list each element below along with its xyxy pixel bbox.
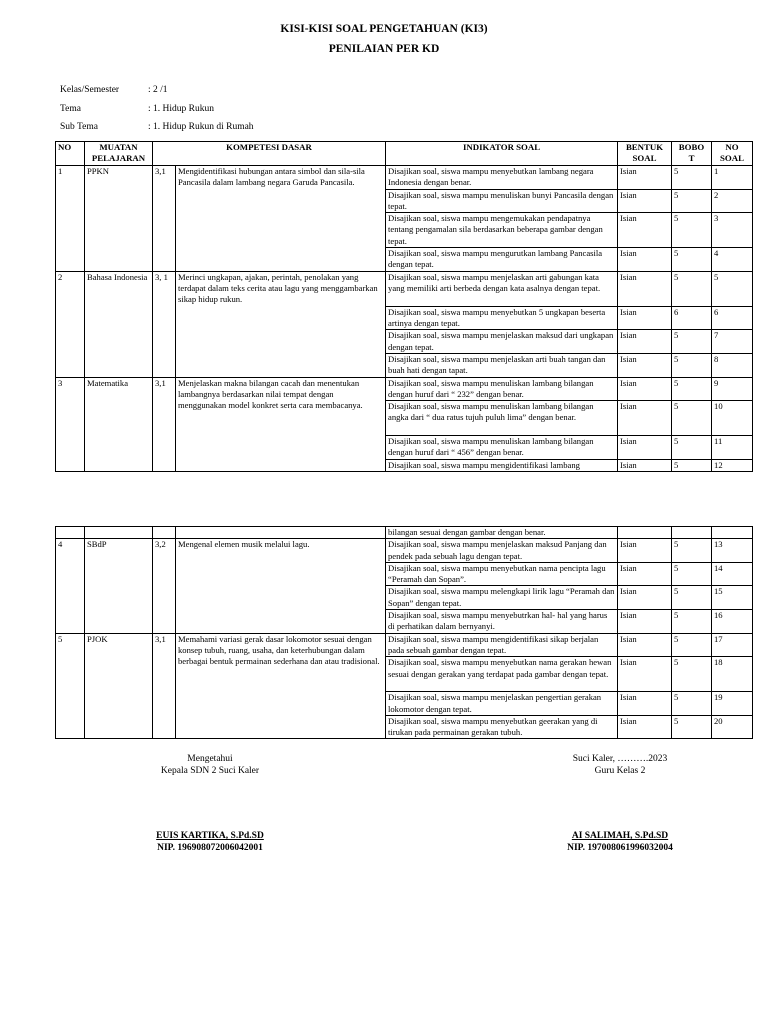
no-soal: 5 — [712, 271, 753, 306]
no-soal: 6 — [712, 306, 753, 330]
indikator-soal: Disajikan soal, siswa mampu menyebutkan nama gerakan hewan sesuai dengan gerakan yang terdapat pada gambar dengan tepat. — [386, 657, 618, 692]
no-soal: 4 — [712, 248, 753, 272]
indikator-soal: Disajikan soal, siswa mampu menuliskan lambang bilangan dengan huruf dari “ 456” dengan benar. — [386, 436, 618, 460]
bobot: 5 — [672, 562, 712, 586]
indikator-soal: Disajikan soal, siswa mampu mengurutkan lambang Pancasila dengan tepat. — [386, 248, 618, 272]
indikator-continuation: bilangan sesuai dengan gambar dengan benar. — [386, 527, 618, 539]
indikator-soal: Disajikan soal, siswa mampu melengkapi lirik lagu “Peramah dan Sopan” dengan tepat. — [386, 586, 618, 610]
muatan-pelajaran: Bahasa Indonesia — [85, 271, 153, 377]
bobot: 5 — [672, 248, 712, 272]
indikator-soal: Disajikan soal, siswa mampu menjelaskan pengertian gerakan lokomotor dengan tepat. — [386, 692, 618, 716]
bobot: 5 — [672, 539, 712, 563]
no-soal: 3 — [712, 213, 753, 248]
sig-left-line2: Kepala SDN 2 Suci Kaler — [160, 766, 260, 776]
indikator-soal: Disajikan soal, siswa mampu menyebutkan lambang negara Indonesia dengan benar. — [386, 166, 618, 190]
header-no-soal: NO SOAL — [712, 142, 753, 166]
no-soal: 8 — [712, 353, 753, 377]
indikator-soal: Disajikan soal, siswa mampu menuliskan bunyi Pancasila dengan tepat. — [386, 189, 618, 213]
indikator-soal: Disajikan soal, siswa mampu menyebutkan nama pencipta lagu “Peramah dan Sopan”. — [386, 562, 618, 586]
bentuk-soal: Isian — [618, 189, 672, 213]
row-number: 4 — [56, 539, 85, 633]
kompetensi-dasar: Merinci ungkapan, ajakan, perintah, penolakan yang terdapat dalam teks cerita atau lagu yang menggambarkan sikap hidup rukun. — [176, 271, 386, 377]
header-bentuk: BENTUK SOAL — [618, 142, 672, 166]
bentuk-soal: Isian — [618, 657, 672, 692]
kisi-kisi-table-part-2 — [55, 526, 753, 739]
cell-empty — [176, 527, 386, 539]
indikator-soal: Disajikan soal, siswa mampu menjelaskan arti gabungan kata yang memiliki arti berbeda dengan kata asalnya dengan tepat. — [386, 271, 618, 306]
row-number: 1 — [56, 166, 85, 272]
meta-kelas — [60, 85, 168, 95]
bobot: 5 — [672, 657, 712, 692]
table-row — [56, 377, 753, 401]
cell-empty — [56, 527, 85, 539]
bobot: 5 — [672, 610, 712, 634]
document-title: KISI-KISI SOAL PENGETAHUAN (KI3) — [280, 23, 488, 35]
bobot: 5 — [672, 330, 712, 354]
kd-number: 3,1 — [153, 633, 176, 739]
muatan-pelajaran: SBdP — [85, 539, 153, 633]
bentuk-soal: Isian — [618, 248, 672, 272]
bentuk-soal: Isian — [618, 715, 672, 739]
bobot: 5 — [672, 271, 712, 306]
indikator-soal: Disajikan soal, siswa mampu menjelaskan arti buah tangan dan buah hati dengan tapat. — [386, 353, 618, 377]
bobot: 5 — [672, 189, 712, 213]
sig-left-name: EUIS KARTIKA, S.Pd.SD — [156, 831, 264, 841]
kompetensi-dasar: Memahami variasi gerak dasar lokomotor sesuai dengan konsep tubuh, ruang, usaha, dan keterhubungan dalam berbagai bentuk permainan sederhana dan atau tradisional. — [176, 633, 386, 739]
kd-number: 3,1 — [153, 166, 176, 272]
bentuk-soal: Isian — [618, 330, 672, 354]
no-soal: 2 — [712, 189, 753, 213]
continuation-row — [56, 527, 753, 539]
kompetensi-dasar: Menjelaskan makna bilangan cacah dan menentukan lambangnya berdasarkan nilai tempat dengan menggunakan model konkret serta cara membacanya. — [176, 377, 386, 471]
sig-left-line1: Mengetahui — [187, 754, 233, 764]
no-soal: 20 — [712, 715, 753, 739]
bobot: 5 — [672, 436, 712, 460]
bentuk-soal: Isian — [618, 633, 672, 657]
meta-value: : 1. Hidup Rukun di Rumah — [148, 122, 254, 132]
no-soal: 11 — [712, 436, 753, 460]
no-soal: 13 — [712, 539, 753, 563]
kompetensi-dasar: Mengenal elemen musik melalui lagu. — [176, 539, 386, 633]
cell-empty — [85, 527, 153, 539]
header-muatan: MUATAN PELAJARAN — [85, 142, 153, 166]
sig-right-line2: Guru Kelas 2 — [594, 766, 646, 776]
kisi-kisi-table-part-1 — [55, 141, 753, 472]
no-soal: 16 — [712, 610, 753, 634]
no-soal: 9 — [712, 377, 753, 401]
bobot: 5 — [672, 715, 712, 739]
row-number: 2 — [56, 271, 85, 377]
indikator-soal: Disajikan soal, siswa mampu menyebutkan 5 ungkapan beserta artinya dengan tepat. — [386, 306, 618, 330]
sig-right-line1: Suci Kaler, ……….2023 — [572, 754, 668, 764]
bentuk-soal: Isian — [618, 586, 672, 610]
muatan-pelajaran: Matematika — [85, 377, 153, 471]
header-bobot: BOBO T — [672, 142, 712, 166]
table-row — [56, 271, 753, 306]
cell-empty — [153, 527, 176, 539]
bentuk-soal: Isian — [618, 213, 672, 248]
indikator-soal: Disajikan soal, siswa mampu menyebutkan geerakan yang di tirukan pada permainan gerakan tubuh. — [386, 715, 618, 739]
bentuk-soal: Isian — [618, 271, 672, 306]
no-soal: 7 — [712, 330, 753, 354]
bentuk-soal: Isian — [618, 353, 672, 377]
no-soal: 10 — [712, 401, 753, 436]
table-row — [56, 166, 753, 190]
bobot: 5 — [672, 401, 712, 436]
sig-left-nip: NIP. 196908072006042001 — [157, 843, 263, 853]
signature-right — [540, 754, 700, 853]
header-no: NO — [56, 142, 85, 166]
bentuk-soal: Isian — [618, 306, 672, 330]
kd-number: 3,1 — [153, 377, 176, 471]
bentuk-soal: Isian — [618, 562, 672, 586]
table-row — [56, 633, 753, 657]
meta-value: : 2 /1 — [148, 85, 168, 95]
sig-right-nip: NIP. 197008061996032004 — [567, 843, 673, 853]
indikator-soal: Disajikan soal, siswa mampu mengemukakan pendapatnya tentang pengamalan sila berdasarkan beberapa gambar dengan tepat. — [386, 213, 618, 248]
signature-left — [130, 754, 290, 853]
no-soal: 15 — [712, 586, 753, 610]
kd-number: 3,2 — [153, 539, 176, 633]
no-soal: 18 — [712, 657, 753, 692]
meta-label: Kelas/Semester — [60, 85, 120, 95]
meta-tema — [60, 104, 214, 114]
cell-empty — [618, 527, 672, 539]
kd-number: 3, 1 — [153, 271, 176, 377]
row-number: 3 — [56, 377, 85, 471]
bobot: 5 — [672, 633, 712, 657]
no-soal: 19 — [712, 692, 753, 716]
meta-label: Tema — [60, 104, 81, 114]
indikator-soal: Disajikan soal, siswa mampu mengidentifikasi lambang — [386, 459, 618, 471]
indikator-soal: Disajikan soal, siswa mampu menuliskan lambang bilangan dengan huruf dari “ 232” dengan benar. — [386, 377, 618, 401]
bentuk-soal: Isian — [618, 436, 672, 460]
bobot: 5 — [672, 692, 712, 716]
bobot: 5 — [672, 377, 712, 401]
sig-right-name: AI SALIMAH, S.Pd.SD — [571, 831, 669, 841]
bobot: 5 — [672, 213, 712, 248]
meta-subtema — [60, 122, 254, 132]
kompetensi-dasar: Mengidentifikasi hubungan antara simbol dan sila-sila Pancasila dalam lambang negara Garuda Pancasila. — [176, 166, 386, 272]
header-kompetensi: KOMPETESI DASAR — [153, 142, 386, 166]
header-indikator: INDIKATOR SOAL — [386, 142, 618, 166]
indikator-soal: Disajikan soal, siswa mampu menjelaskan maksud dari ungkapan dengan tepat. — [386, 330, 618, 354]
muatan-pelajaran: PJOK — [85, 633, 153, 739]
bobot: 5 — [672, 353, 712, 377]
bentuk-soal: Isian — [618, 692, 672, 716]
indikator-soal: Disajikan soal, siswa mampu menuliskan lambang bilangan angka dari “ dua ratus tujuh puluh lima” dengan benar. — [386, 401, 618, 436]
bentuk-soal: Isian — [618, 401, 672, 436]
no-soal: 12 — [712, 459, 753, 471]
bentuk-soal: Isian — [618, 539, 672, 563]
no-soal: 1 — [712, 166, 753, 190]
bentuk-soal: Isian — [618, 166, 672, 190]
indikator-soal: Disajikan soal, siswa mampu menyebutrkan hal- hal yang harus di perhatikan dalam bernyanyi. — [386, 610, 618, 634]
indikator-soal: Disajikan soal, siswa mampu mengidentifikasi sikap berjalan pada sebuah gambar dengan tepat. — [386, 633, 618, 657]
bobot: 6 — [672, 306, 712, 330]
bobot: 5 — [672, 166, 712, 190]
no-soal: 14 — [712, 562, 753, 586]
bobot: 5 — [672, 459, 712, 471]
table-row — [56, 539, 753, 563]
document-subtitle: PENILAIAN PER KD — [328, 43, 440, 55]
no-soal: 17 — [712, 633, 753, 657]
bobot: 5 — [672, 586, 712, 610]
meta-value: : 1. Hidup Rukun — [148, 104, 214, 114]
row-number: 5 — [56, 633, 85, 739]
cell-empty — [672, 527, 712, 539]
bentuk-soal: Isian — [618, 377, 672, 401]
indikator-soal: Disajikan soal, siswa mampu menjelaskan maksud Panjang dan pendek pada sebuah lagu dengan tepat. — [386, 539, 618, 563]
bentuk-soal: Isian — [618, 610, 672, 634]
cell-empty — [712, 527, 753, 539]
muatan-pelajaran: PPKN — [85, 166, 153, 272]
bentuk-soal: Isian — [618, 459, 672, 471]
meta-label: Sub Tema — [60, 122, 98, 132]
